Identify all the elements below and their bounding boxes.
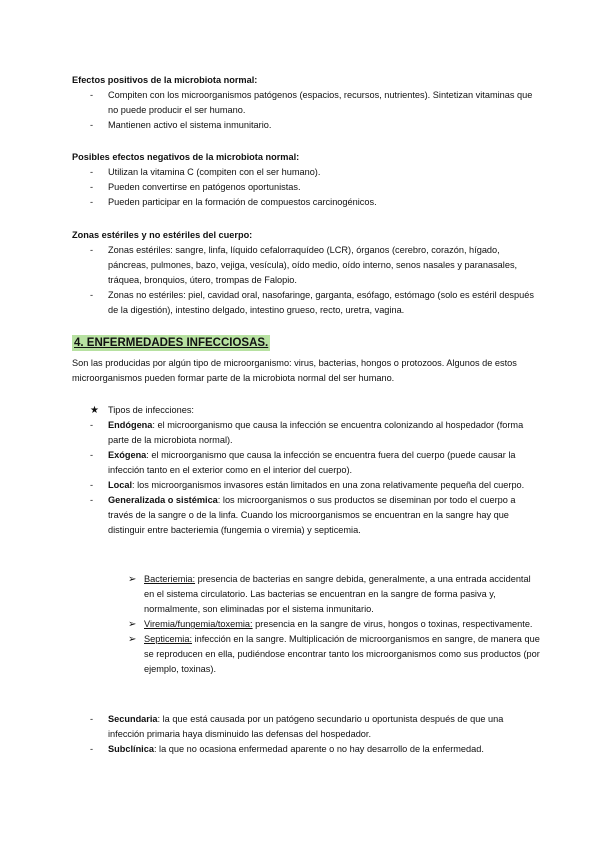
definition: presencia en la sangre de virus, hongos o toxinas, respectivamente. <box>252 619 533 629</box>
infection-types-section <box>72 403 542 538</box>
term: Viremia/fungemia/toxemia: <box>144 619 253 629</box>
positive-effects-heading: Efectos positivos de la microbiota normal: <box>72 75 258 85</box>
positive-effects-section <box>72 73 542 133</box>
arrow-icon: ➢ <box>128 574 137 585</box>
term: Endógena <box>108 420 153 430</box>
section-title: 4. ENFERMEDADES INFECCIOSAS. <box>74 337 269 349</box>
body-zones-heading: Zonas estériles y no estériles del cuerpo: <box>72 230 253 240</box>
definition: : el microorganismo que causa la infección se encuentra colonizando al hospedador (forma parte de la microbiota normal). <box>108 420 524 445</box>
definition: : la que no ocasiona enfermedad aparente o no hay desarrollo de la enfermedad. <box>153 744 484 754</box>
infection-types-heading: Tipos de infecciones: <box>108 405 194 415</box>
negative-effects-heading: Posibles efectos negativos de la microbiota normal: <box>72 152 300 162</box>
star-icon: ★ <box>90 405 99 416</box>
definition: : la que está causada por un patógeno secundario u oportunista después de que una infección primaria haya disminuido las defensas del hospedador. <box>108 714 504 739</box>
definition: : el microorganismo que causa la infección se encuentra fuera del cuerpo (puede causar la infección tanto en el exterior como en el interior del cuerpo). <box>108 450 516 475</box>
term: Local <box>108 480 132 490</box>
list-item: - Utilizan la vitamina C (compiten con el ser humano). <box>72 165 542 180</box>
infection-types-list <box>72 418 542 538</box>
list-item: - Pueden participar en la formación de compuestos carcinogénicos. <box>72 195 542 210</box>
arrow-icon: ➢ <box>128 619 137 630</box>
definition: presencia de bacterias en sangre debida, generalmente, a una entrada accidental en el sistema circulatorio. Las bacterias se encuentran en la sangre de forma pasiva y, normalmente, son eliminadas por el sistema inmunitario. <box>144 574 531 614</box>
term: Secundaria <box>108 714 158 724</box>
list-item <box>72 712 542 742</box>
definition: : los microorganismos invasores están limitados en una zona relativamente pequeña del cuerpo. <box>132 480 525 490</box>
term: Septicemia: <box>144 634 193 644</box>
list-item <box>72 632 542 677</box>
list-item: - Mantienen activo el sistema inmunitario. <box>72 118 542 133</box>
list-item <box>72 418 542 448</box>
list-item <box>72 493 542 538</box>
term: Generalizada o sistémica <box>108 495 218 505</box>
subtypes-list <box>72 572 542 677</box>
list-item: - Pueden convertirse en patógenos oportunistas. <box>72 180 542 195</box>
negative-effects-list <box>72 165 542 210</box>
term: Subclínica <box>108 744 154 754</box>
arrow-icon: ➢ <box>128 634 137 645</box>
section-4-title-wrap <box>72 335 542 351</box>
list-item <box>72 572 542 617</box>
body-zones-list <box>72 243 542 318</box>
infection-types-label <box>72 403 542 418</box>
term: Bacteriemia: <box>144 574 196 584</box>
section-4-intro <box>72 356 542 386</box>
list-item <box>72 742 542 757</box>
list-item <box>72 478 542 493</box>
intro-paragraph: Son las producidas por algún tipo de microorganismo: virus, bacterias, hongos o protozoos. Algunos de estos microorganismos pueden formar parte de la microbiota normal del ser humano. <box>72 358 517 383</box>
definition: infección en la sangre. Multiplicación de microorganismos en sangre, de manera que se reproducen en ella, pudiéndose encontrar tanto los microorganismos como sus productos (por ejemplo, toxinas). <box>144 634 540 674</box>
list-item: - Compiten con los microorganismos patógenos (espacios, recursos, nutrientes). Sintetizan vitaminas que no puede producir el ser humano. <box>72 88 542 118</box>
negative-effects-section <box>72 150 542 210</box>
more-types-list <box>72 712 542 757</box>
list-item <box>72 617 542 632</box>
term: Exógena <box>108 450 147 460</box>
list-item <box>72 448 542 478</box>
body-zones-section <box>72 228 542 318</box>
more-infection-types <box>72 712 542 757</box>
blood-infection-subtypes <box>72 572 542 677</box>
list-item: - Zonas estériles: sangre, linfa, líquido cefalorraquídeo (LCR), órganos (cerebro, corazón, hígado, páncreas, pulmones, bazo, vejiga, vesícula), oído medio, oído interno, senos nasales y paranasales, tráquea, bronquios, útero, trompas de Falopio. <box>72 243 542 288</box>
positive-effects-list <box>72 88 542 133</box>
list-item: - Zonas no estériles: piel, cavidad oral, nasofaringe, garganta, esófago, estómago (solo es estéril después de la digestión), intestino delgado, intestino grueso, recto, uretra, vagina. <box>72 288 542 318</box>
definition: : los microorganismos o sus productos se diseminan por todo el cuerpo a través de la sangre o de la linfa. Cuando los microorganismos se encuentran en la sangre hay que distinguir entre bacteriemia (fungemia o viremia) y septicemia. <box>108 495 516 535</box>
